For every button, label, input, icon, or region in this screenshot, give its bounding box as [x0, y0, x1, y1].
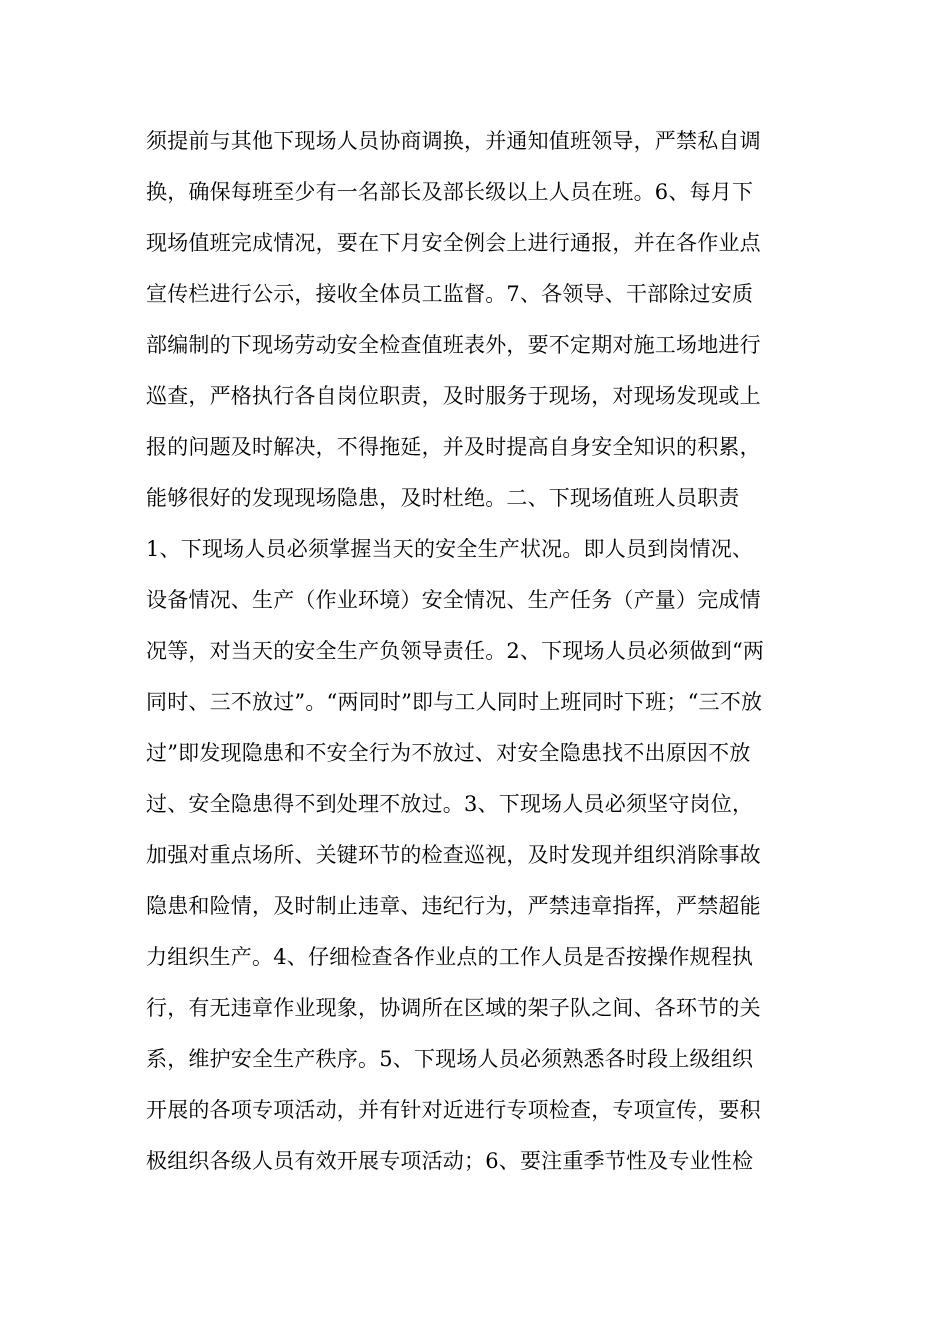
text-line: 能够很好的发现现场隐患，及时杜绝。二、下现场值班人员职责 [146, 486, 740, 510]
text-line: 过”即发现隐患和不安全行为不放过、对安全隐患找不出原因不放 [146, 741, 751, 765]
text-line: 须提前与其他下现场人员协商调换，并通知值班领导，严禁私自调 [146, 129, 761, 153]
text-line: 设备情况、生产（作业环境）安全情况、生产任务（产量）完成情 [146, 588, 761, 612]
text-line: 过、安全隐患得不到处理不放过。3、下现场人员必须坚守岗位， [146, 792, 754, 816]
text-line: 同时、三不放过”。“两同时”即与工人同时上班同时下班；“三不放 [146, 690, 763, 714]
text-line: 换，确保每班至少有一名部长及部长级以上人员在班。6、每月下 [146, 180, 754, 204]
text-line: 况等，对当天的安全生产负领导责任。2、下现场人员必须做到“两 [146, 639, 765, 663]
text-line: 部编制的下现场劳动安全检查值班表外，要不定期对施工场地进行 [146, 333, 761, 357]
text-line: 行，有无违章作业现象，协调所在区域的架子队之间、各环节的关 [146, 996, 761, 1020]
text-line: 系，维护安全生产秩序。5、下现场人员必须熟悉各时段上级组织 [146, 1047, 754, 1071]
text-line: 1、下现场人员必须掌握当天的安全生产状况。即人员到岗情况、 [146, 537, 754, 561]
text-line: 力组织生产。4、仔细检查各作业点的工作人员是否按操作规程执 [146, 945, 754, 969]
text-line: 报的问题及时解决，不得拖延，并及时提高自身安全知识的积累， [146, 435, 761, 459]
text-line: 隐患和险情，及时制止违章、违纪行为，严禁违章指挥，严禁超能 [146, 894, 761, 918]
text-line: 极组织各级人员有效开展专项活动；6、要注重季节性及专业性检 [146, 1149, 754, 1173]
body-text [146, 116, 806, 1187]
text-line: 开展的各项专项活动，并有针对近进行专项检查，专项宣传，要积 [146, 1098, 761, 1122]
text-line: 加强对重点场所、关键环节的检查巡视，及时发现并组织消除事故 [146, 843, 761, 867]
text-line: 宣传栏进行公示，接收全体员工监督。7、各领导、干部除过安质 [146, 282, 754, 306]
text-line: 现场值班完成情况，要在下月安全例会上进行通报，并在各作业点 [146, 231, 761, 255]
text-line: 巡查，严格执行各自岗位职责，及时服务于现场，对现场发现或上 [146, 384, 761, 408]
